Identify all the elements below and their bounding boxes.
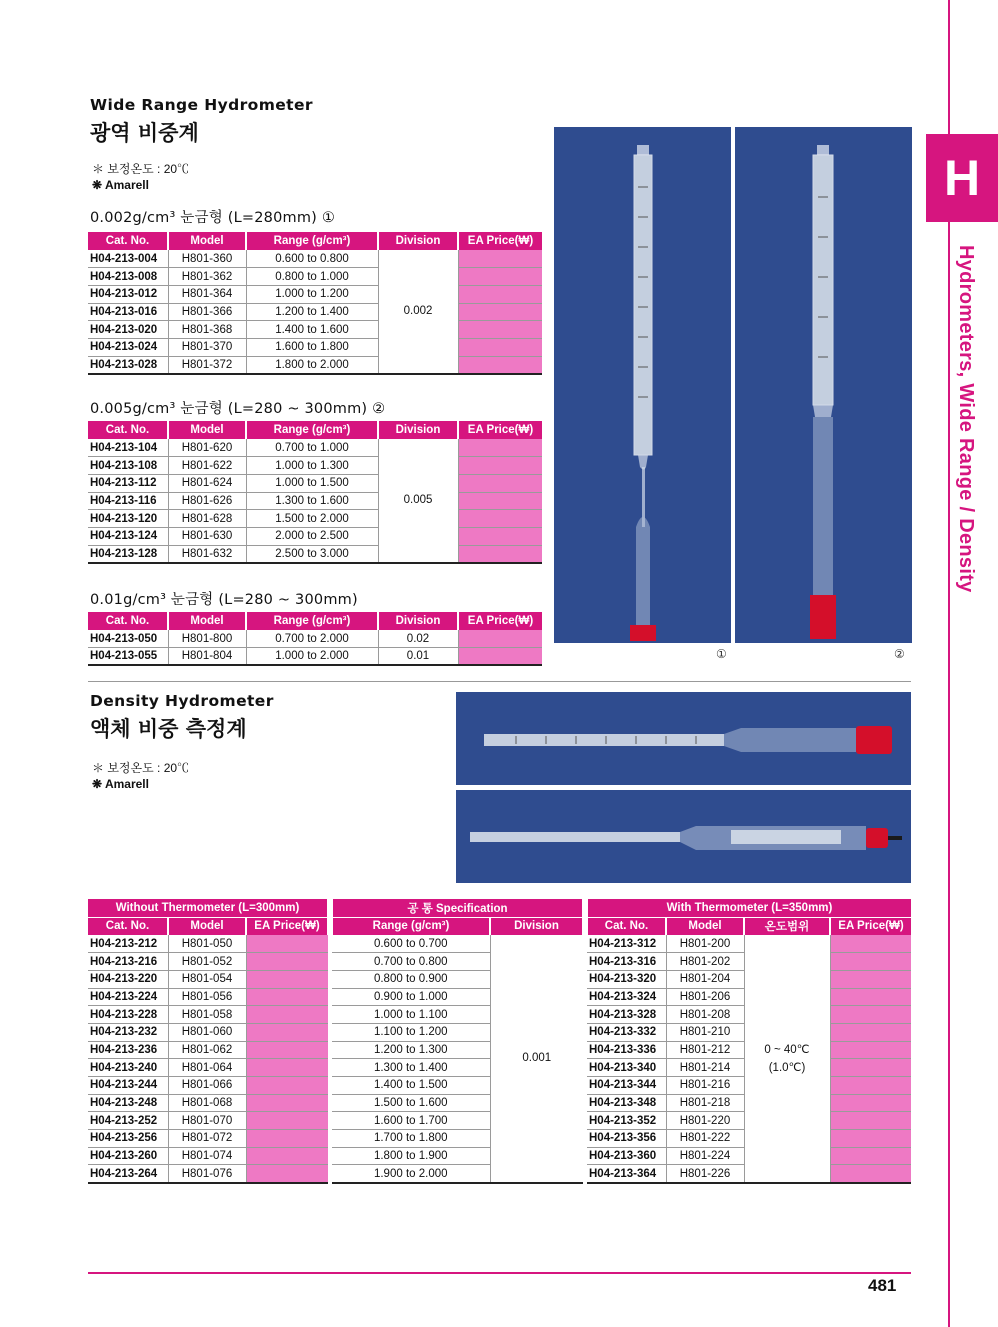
col-price: EA Price(₩) <box>458 421 542 439</box>
density-photo-2 <box>456 790 911 883</box>
table-row <box>88 630 542 648</box>
col-division: Division <box>490 917 583 935</box>
cell-model: H801-068 <box>168 1094 246 1112</box>
cell-cat: H04-213-312 <box>587 935 666 953</box>
cell-cat: H04-213-244 <box>88 1077 168 1095</box>
cell-cat: H04-213-340 <box>587 1059 666 1077</box>
cell-cat: H04-213-120 <box>88 510 168 528</box>
cell-model: H801-800 <box>168 630 246 648</box>
cell-model: H801-204 <box>666 970 744 988</box>
hydrometer-photo-2 <box>735 127 912 643</box>
cell-range: 1.000 to 1.300 <box>246 457 378 475</box>
col-model: Model <box>666 917 744 935</box>
cell-range: 2.500 to 3.000 <box>246 545 378 563</box>
col-cat-no: Cat. No. <box>587 917 666 935</box>
cell-model: H801-054 <box>168 970 246 988</box>
sec1-heading: 0.002g/cm³ 눈금형 (L=280mm) ① <box>90 210 336 226</box>
cell-price <box>830 1094 911 1112</box>
cell-model: H801-220 <box>666 1112 744 1130</box>
table-row <box>88 527 542 545</box>
cell-model: H801-058 <box>168 1006 246 1024</box>
sec2-heading: 0.005g/cm³ 눈금형 (L=280 ~ 300mm) ② <box>90 401 386 417</box>
table-row <box>88 545 542 563</box>
page-number: 481 <box>868 1276 897 1295</box>
density-title-en: Density Hydrometer <box>90 692 274 710</box>
cell-model: H801-072 <box>168 1130 246 1148</box>
cell-model: H801-062 <box>168 1041 246 1059</box>
cell-range: 1.800 to 2.000 <box>246 356 378 374</box>
cell-model: H801-222 <box>666 1130 744 1148</box>
cell-price <box>458 250 542 268</box>
cell-price <box>246 988 328 1006</box>
cell-price <box>458 268 542 286</box>
col-cat-no: Cat. No. <box>88 232 168 250</box>
cell-model: H801-060 <box>168 1023 246 1041</box>
cell-model: H801-372 <box>168 356 246 374</box>
cell-model: H801-630 <box>168 527 246 545</box>
cell-price <box>458 492 542 510</box>
cell-range: 1.900 to 2.000 <box>332 1165 490 1183</box>
cell-price <box>246 1094 328 1112</box>
cell-cat: H04-213-108 <box>88 457 168 475</box>
cell-price <box>246 1059 328 1077</box>
cell-cat: H04-213-252 <box>88 1112 168 1130</box>
cell-price <box>458 527 542 545</box>
cell-model: H801-064 <box>168 1059 246 1077</box>
cell-cat: H04-213-248 <box>88 1094 168 1112</box>
cell-cat: H04-213-236 <box>88 1041 168 1059</box>
cell-model: H801-626 <box>168 492 246 510</box>
cell-model: H801-056 <box>168 988 246 1006</box>
cell-model: H801-366 <box>168 303 246 321</box>
cell-model: H801-622 <box>168 457 246 475</box>
col-division: Division <box>378 421 458 439</box>
cell-range: 1.000 to 1.500 <box>246 474 378 492</box>
cell-range: 1.400 to 1.600 <box>246 321 378 339</box>
cell-cat: H04-213-316 <box>587 953 666 971</box>
cell-model: H801-076 <box>168 1165 246 1183</box>
wide-note-temp: ＊ 보정온도 : 20℃ <box>92 162 190 176</box>
cell-model: H801-226 <box>666 1165 744 1183</box>
cell-price <box>246 953 328 971</box>
cell-model: H801-212 <box>666 1041 744 1059</box>
cell-price <box>246 1077 328 1095</box>
table-row <box>88 338 542 356</box>
cell-model: H801-210 <box>666 1023 744 1041</box>
cell-price <box>830 1147 911 1165</box>
cell-cat: H04-213-240 <box>88 1059 168 1077</box>
cell-range: 0.700 to 0.800 <box>332 953 490 971</box>
cell-cat: H04-213-360 <box>587 1147 666 1165</box>
section-letter-tab: H <box>926 134 998 222</box>
cell-price <box>830 953 911 971</box>
table-row <box>88 510 542 528</box>
col-price: EA Price(₩) <box>246 917 328 935</box>
table-row <box>88 356 542 374</box>
wide-title-ko: 광역 비중계 <box>90 121 199 145</box>
cell-model: H801-362 <box>168 268 246 286</box>
cell-price <box>246 1130 328 1148</box>
cell-cat: H04-213-128 <box>88 545 168 563</box>
cell-price <box>830 1165 911 1183</box>
cell-model: H801-624 <box>168 474 246 492</box>
cell-model: H801-224 <box>666 1147 744 1165</box>
table-row <box>88 457 542 475</box>
cell-price <box>830 1041 911 1059</box>
cell-model: H801-206 <box>666 988 744 1006</box>
wide-title-en: Wide Range Hydrometer <box>90 96 313 114</box>
cell-model: H801-066 <box>168 1077 246 1095</box>
cell-range: 1.800 to 1.900 <box>332 1147 490 1165</box>
cell-range: 1.300 to 1.400 <box>332 1059 490 1077</box>
cell-range: 1.200 to 1.300 <box>332 1041 490 1059</box>
table-row <box>88 648 542 666</box>
table-row <box>88 321 542 339</box>
cell-price <box>830 1006 911 1024</box>
col-cat-no: Cat. No. <box>88 917 168 935</box>
cell-range: 0.900 to 1.000 <box>332 988 490 1006</box>
density-note-temp: ＊ 보정온도 : 20℃ <box>92 761 190 775</box>
cell-model: H801-804 <box>168 648 246 666</box>
cell-cat: H04-213-224 <box>88 988 168 1006</box>
col-model: Model <box>168 917 246 935</box>
cell-price <box>458 510 542 528</box>
photo-label-2: ② <box>894 647 905 661</box>
cell-price <box>458 439 542 457</box>
table-row <box>88 935 911 953</box>
group-common-spec: 공 통 Specification <box>332 899 583 917</box>
cell-model: H801-620 <box>168 439 246 457</box>
group-without-thermometer: Without Thermometer (L=300mm) <box>88 899 328 917</box>
cell-range: 2.000 to 2.500 <box>246 527 378 545</box>
cell-temp-range <box>744 935 830 1183</box>
cell-range: 1.700 to 1.800 <box>332 1130 490 1148</box>
cell-cat: H04-213-364 <box>587 1165 666 1183</box>
cell-range: 0.600 to 0.700 <box>332 935 490 953</box>
col-model: Model <box>168 421 246 439</box>
cell-model: H801-050 <box>168 935 246 953</box>
cell-cat: H04-213-016 <box>88 303 168 321</box>
cell-model: H801-052 <box>168 953 246 971</box>
cell-model: H801-628 <box>168 510 246 528</box>
col-price: EA Price(₩) <box>458 232 542 250</box>
cell-price <box>830 1112 911 1130</box>
cell-cat: H04-213-256 <box>88 1130 168 1148</box>
cell-price <box>458 545 542 563</box>
cell-division: 0.02 <box>378 630 458 648</box>
cell-cat: H04-213-324 <box>587 988 666 1006</box>
cell-range: 1.500 to 2.000 <box>246 510 378 528</box>
cell-price <box>830 935 911 953</box>
cell-range: 1.100 to 1.200 <box>332 1023 490 1041</box>
table-row <box>88 474 542 492</box>
cell-cat: H04-213-348 <box>587 1094 666 1112</box>
col-price: EA Price(₩) <box>458 612 542 630</box>
cell-cat: H04-213-124 <box>88 527 168 545</box>
cell-model: H801-370 <box>168 338 246 356</box>
cell-cat: H04-213-320 <box>587 970 666 988</box>
temp-range-value: 0 ~ 40℃ <box>764 1044 810 1057</box>
cell-model: H801-202 <box>666 953 744 971</box>
cell-cat: H04-213-352 <box>587 1112 666 1130</box>
cell-division: 0.001 <box>490 935 583 1183</box>
sec3-heading: 0.01g/cm³ 눈금형 (L=280 ~ 300mm) <box>90 592 358 608</box>
table-row <box>88 303 542 321</box>
cell-range: 1.400 to 1.500 <box>332 1077 490 1095</box>
cell-range: 1.000 to 2.000 <box>246 648 378 666</box>
cell-price <box>246 970 328 988</box>
cell-range: 0.800 to 0.900 <box>332 970 490 988</box>
cell-cat: H04-213-012 <box>88 285 168 303</box>
section-side-title: Hydrometers, Wide Range / Density <box>955 245 977 593</box>
table-row <box>88 439 542 457</box>
col-temp-range: 온도범위 <box>744 917 830 935</box>
cell-cat: H04-213-050 <box>88 630 168 648</box>
cell-model: H801-632 <box>168 545 246 563</box>
section-divider <box>88 681 911 682</box>
col-model: Model <box>168 232 246 250</box>
cell-price <box>830 1059 911 1077</box>
cell-price <box>458 338 542 356</box>
cell-division: 0.002 <box>378 250 458 374</box>
col-division: Division <box>378 232 458 250</box>
cell-cat: H04-213-328 <box>587 1006 666 1024</box>
col-range: Range (g/cm³) <box>246 421 378 439</box>
cell-price <box>246 1147 328 1165</box>
cell-model: H801-364 <box>168 285 246 303</box>
cell-price <box>246 1165 328 1183</box>
cell-price <box>246 1112 328 1130</box>
group-with-thermometer: With Thermometer (L=350mm) <box>587 899 911 917</box>
col-price: EA Price(₩) <box>830 917 911 935</box>
temp-division-value: (1.0℃) <box>768 1062 806 1075</box>
cell-price <box>458 457 542 475</box>
cell-cat: H04-213-216 <box>88 953 168 971</box>
cell-model: H801-074 <box>168 1147 246 1165</box>
cell-division: 0.01 <box>378 648 458 666</box>
cell-range: 1.000 to 1.200 <box>246 285 378 303</box>
cell-cat: H04-213-232 <box>88 1023 168 1041</box>
cell-cat: H04-213-332 <box>587 1023 666 1041</box>
density-title-ko: 액체 비중 측정계 <box>90 717 247 741</box>
cell-range: 1.300 to 1.600 <box>246 492 378 510</box>
cell-range: 1.500 to 1.600 <box>332 1094 490 1112</box>
cell-range: 0.600 to 0.800 <box>246 250 378 268</box>
cell-range: 1.600 to 1.700 <box>332 1112 490 1130</box>
cell-price <box>830 1077 911 1095</box>
cell-model: H801-360 <box>168 250 246 268</box>
table-row <box>88 268 542 286</box>
sec3-table <box>88 612 542 666</box>
cell-cat: H04-213-336 <box>587 1041 666 1059</box>
cell-cat: H04-213-228 <box>88 1006 168 1024</box>
hydrometer-photo-1 <box>554 127 731 643</box>
cell-range: 0.700 to 2.000 <box>246 630 378 648</box>
col-range: Range (g/cm³) <box>246 612 378 630</box>
cell-price <box>458 630 542 648</box>
cell-price <box>458 303 542 321</box>
cell-range: 0.700 to 1.000 <box>246 439 378 457</box>
cell-model: H801-216 <box>666 1077 744 1095</box>
cell-model: H801-208 <box>666 1006 744 1024</box>
col-cat-no: Cat. No. <box>88 421 168 439</box>
density-note-brand: ❋ Amarell <box>92 777 149 791</box>
cell-price <box>830 1130 911 1148</box>
cell-cat: H04-213-112 <box>88 474 168 492</box>
cell-model: H801-200 <box>666 935 744 953</box>
cell-price <box>458 648 542 666</box>
cell-price <box>246 1023 328 1041</box>
density-photo-1 <box>456 692 911 785</box>
density-table <box>88 899 911 1184</box>
cell-price <box>458 356 542 374</box>
cell-cat: H04-213-356 <box>587 1130 666 1148</box>
cell-cat: H04-213-004 <box>88 250 168 268</box>
cell-cat: H04-213-008 <box>88 268 168 286</box>
cell-price <box>830 970 911 988</box>
wide-note-brand: ❋ Amarell <box>92 178 149 192</box>
cell-model: H801-214 <box>666 1059 744 1077</box>
sec1-table <box>88 232 542 375</box>
cell-price <box>458 321 542 339</box>
cell-price <box>458 285 542 303</box>
cell-cat: H04-213-020 <box>88 321 168 339</box>
cell-model: H801-070 <box>168 1112 246 1130</box>
cell-model: H801-368 <box>168 321 246 339</box>
cell-cat: H04-213-024 <box>88 338 168 356</box>
col-division: Division <box>378 612 458 630</box>
cell-cat: H04-213-260 <box>88 1147 168 1165</box>
cell-price <box>458 474 542 492</box>
col-model: Model <box>168 612 246 630</box>
cell-range: 0.800 to 1.000 <box>246 268 378 286</box>
table-row <box>88 492 542 510</box>
cell-cat: H04-213-220 <box>88 970 168 988</box>
cell-range: 1.200 to 1.400 <box>246 303 378 321</box>
cell-cat: H04-213-028 <box>88 356 168 374</box>
cell-cat: H04-213-264 <box>88 1165 168 1183</box>
col-range: Range (g/cm³) <box>332 917 490 935</box>
cell-cat: H04-213-344 <box>587 1077 666 1095</box>
cell-price <box>246 1006 328 1024</box>
cell-price <box>830 1023 911 1041</box>
cell-cat: H04-213-104 <box>88 439 168 457</box>
cell-price <box>830 988 911 1006</box>
sec2-table <box>88 421 542 564</box>
table-row <box>88 250 542 268</box>
cell-price <box>246 935 328 953</box>
table-row <box>88 285 542 303</box>
cell-range: 1.600 to 1.800 <box>246 338 378 356</box>
cell-cat: H04-213-055 <box>88 648 168 666</box>
cell-range: 1.000 to 1.100 <box>332 1006 490 1024</box>
cell-model: H801-218 <box>666 1094 744 1112</box>
col-cat-no: Cat. No. <box>88 612 168 630</box>
photo-label-1: ① <box>716 647 727 661</box>
cell-cat: H04-213-116 <box>88 492 168 510</box>
cell-cat: H04-213-212 <box>88 935 168 953</box>
footer-line <box>88 1272 911 1274</box>
col-range: Range (g/cm³) <box>246 232 378 250</box>
cell-price <box>246 1041 328 1059</box>
cell-division: 0.005 <box>378 439 458 563</box>
